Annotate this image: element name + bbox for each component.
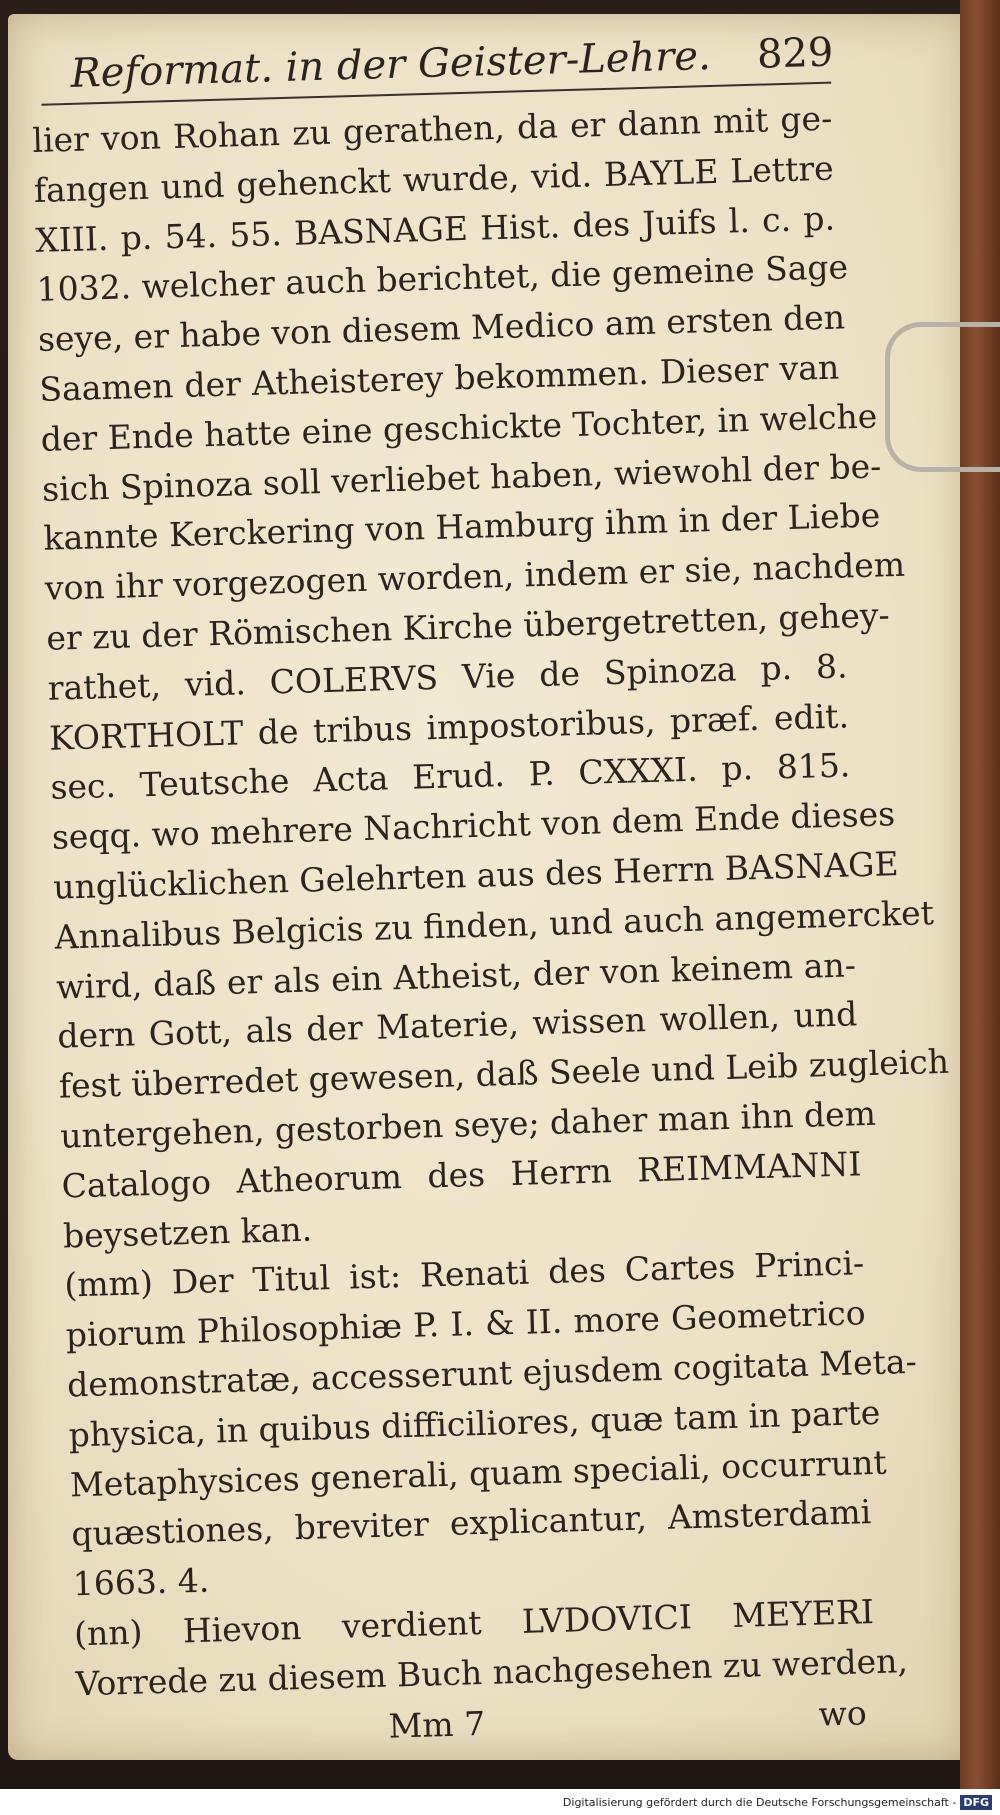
text-line: unglücklichen Gelehrten aus des Herrn BASNAGE [52,844,899,907]
page-text-block [30,29,950,1761]
text-line: seye, er habe von diesem Medico am ersten den [37,297,846,360]
text-line: physica, in quibus difficiliores, quæ tam in parte [68,1392,881,1455]
text-line: sich Spinoza soll verliebet haben, wiewohl der be- [41,445,882,509]
text-line: 1663. 4. [72,1560,210,1604]
catchword: wo [818,1692,868,1734]
text-line: Catalogo Atheorum des Herrn REIMMANNI [61,1143,862,1206]
text-line: Vorrede zu diesem Buch nachgesehen zu werden, [75,1640,909,1704]
text-line: sec. Teutsche Acta Erud. P. CXXXI. p. 815. [50,745,851,808]
text-line: Annalibus Belgicis zu finden, und auch angemercket [54,892,935,957]
text-line: XIII. p. 54. 55. BASNAGE Hist. des Juifs l. c. p. [34,198,836,260]
body-text [31,93,950,1709]
text-line: demonstratæ, accesserunt ejusdem cogitata Meta- [66,1341,918,1405]
text-line: von ihr vorgezogen worden, indem er sie, nachdem [44,544,906,608]
text-line: quæstiones, breviter explicantur, Amsterdami [70,1492,872,1554]
text-line: lier von Rohan zu gerathen, da er dann mit ge- [31,98,833,160]
text-line: piorum Philosophiæ P. I. & II. more Geometrico [65,1293,867,1355]
text-line: fest überredet gewesen, daß Seele und Leib zugleich [58,1041,950,1106]
signature-mark: Mm 7 [388,1703,486,1746]
book-edge [960,0,1000,1815]
page-number: 829 [756,29,834,78]
text-line: seqq. wo mehrere Nachricht von dem Ende dieses [51,794,896,857]
dfg-logo: DFG [960,1795,992,1810]
text-line: wird, daß er als ein Atheist, der von keinem an- [55,944,857,1007]
digitization-footer [0,1789,1000,1815]
text-line: 1032. welcher auch berichtet, die gemeine Sage [36,247,849,310]
text-line: untergehen, gestorben seye; daher man ihn dem [59,1093,877,1156]
text-line: fangen und gehenckt wurde, vid. BAYLE Lettre [33,148,835,210]
text-line: Saamen der Atheisterey bekommen. Dieser van [38,347,840,409]
running-title: Reformat. in der Geister-Lehre. [69,33,712,97]
text-line: (mm) Der Titul ist: Renati des Cartes Princi- [63,1243,865,1305]
text-line: dern Gott, als der Materie, wissen wollen, und [56,994,858,1056]
text-line: KORTHOLT de tribus impostoribus, præf. edit. [48,695,850,758]
text-line: er zu der Römischen Kirche übergetretten, gehey- [45,595,891,658]
footer-credit: Digitalisierung gefördert durch die Deutsche Forschungsgemeinschaft - [562,1795,957,1809]
text-line: rathet, vid. COLERVS Vie de Spinoza p. 8. [47,646,848,708]
text-line: Metaphysices generali, quam speciali, occurrunt [69,1442,888,1504]
text-line: kannte Kerckering von Hamburg ihm in der Liebe [43,495,881,559]
page-clip [885,322,1000,472]
text-line: der Ende hatte eine geschickte Tochter, in welche [40,396,878,459]
text-line: beysetzen kan. [62,1209,313,1256]
text-line: (nn) Hievon verdient LVDOVICI MEYERI [73,1591,875,1654]
